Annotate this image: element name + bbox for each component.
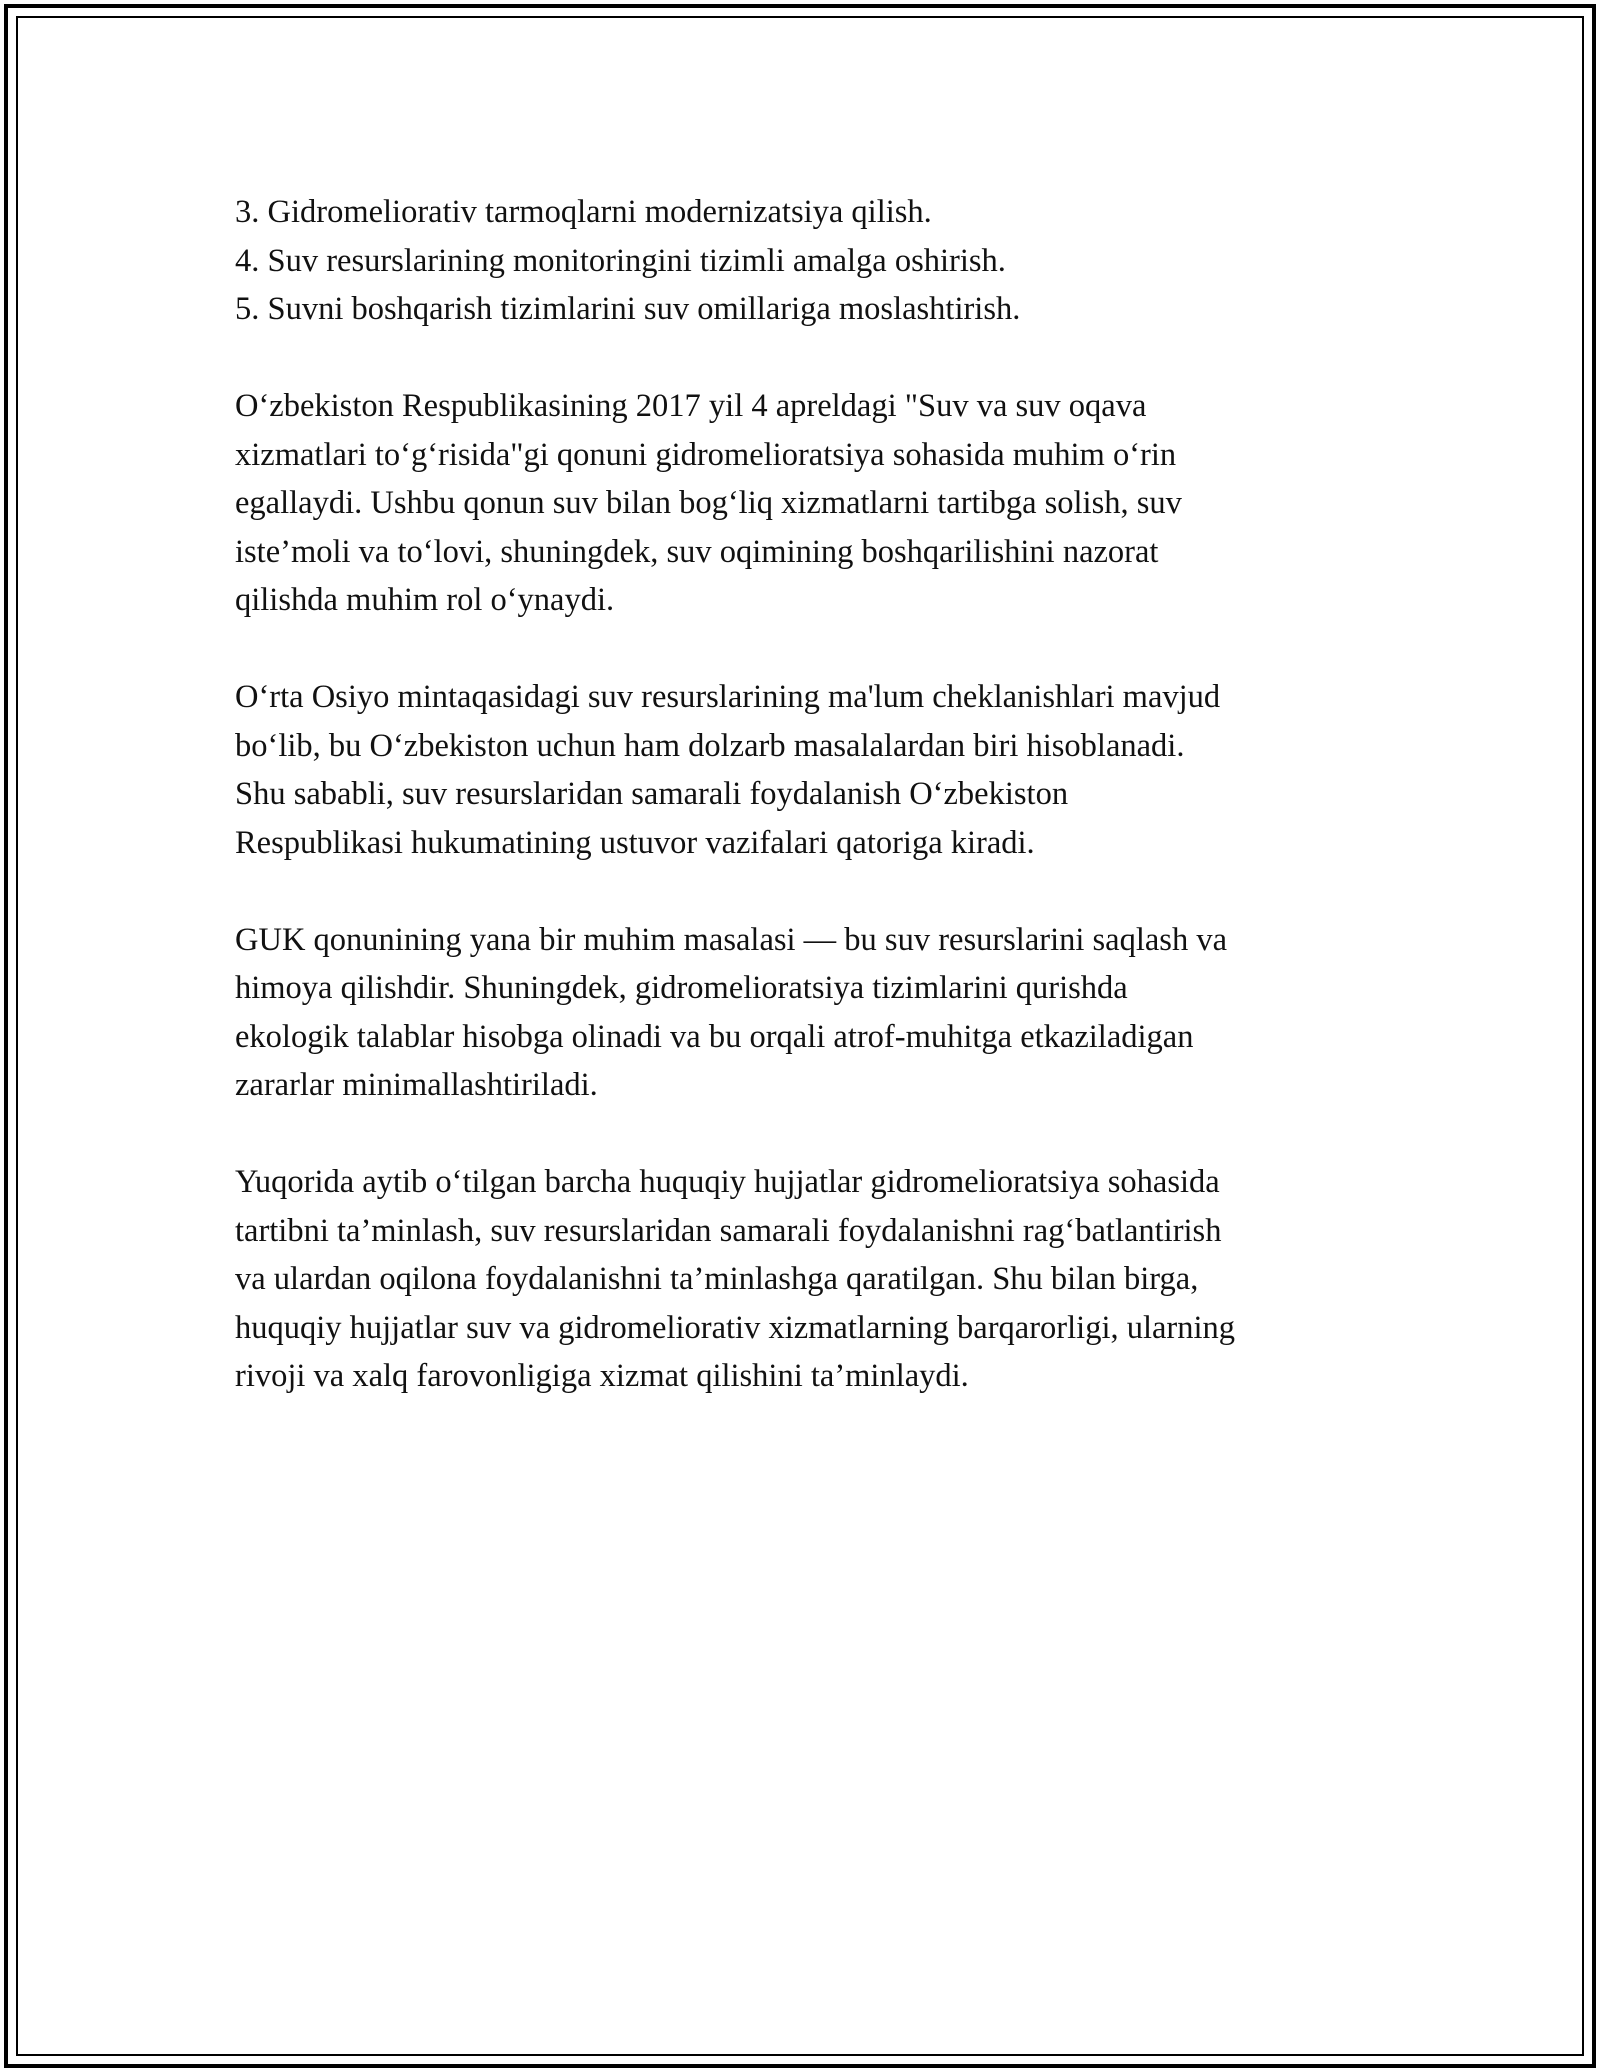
paragraph-line: iste’moli va toʻlovi, shuningdek, suv oqimining boshqarilishini nazorat bbox=[235, 533, 1159, 570]
numbered-list bbox=[235, 188, 1395, 334]
paragraph-central-asia bbox=[235, 673, 1395, 867]
paragraph-line: GUK qonunining yana bir muhim masalasi — bu suv resurslarini saqlash va bbox=[235, 921, 1227, 958]
paragraph-line: va ulardan oqilona foydalanishni ta’minlashga qaratilgan. Shu bilan birga, bbox=[235, 1261, 1199, 1297]
paragraph-line: Yuqorida aytib oʻtilgan barcha huquqiy hujjatlar gidromelioratsiya sohasida bbox=[235, 1164, 1220, 1200]
document-body bbox=[235, 188, 1395, 1401]
paragraph-line: qilishda muhim rol oʻynaydi. bbox=[235, 582, 615, 618]
list-item: 4. Suv resurslarining monitoringini tizimli amalga oshirish. bbox=[235, 242, 1006, 279]
paragraph-line: egallaydi. Ushbu qonun suv bilan bogʻliq xizmatlarni tartibga solish, suv bbox=[235, 485, 1182, 521]
paragraph-line: Shu sababli, suv resurslaridan samarali foydalanish Oʻzbekiston bbox=[235, 776, 1069, 812]
paragraph-line: Oʻrta Osiyo mintaqasidagi suv resurslarining ma'lum cheklanishlari mavjud bbox=[235, 679, 1221, 715]
paragraph-line: himoya qilishdir. Shuningdek, gidromelioratsiya tizimlarini qurishda bbox=[235, 970, 1128, 1006]
list-item: 3. Gidromeliorativ tarmoqlarni modernizatsiya qilish. bbox=[235, 194, 932, 230]
paragraph-line: Respublikasi hukumatining ustuvor vazifalari qatoriga kiradi. bbox=[235, 824, 1035, 861]
paragraph-conclusion bbox=[235, 1158, 1395, 1401]
paragraph-line: boʻlib, bu Oʻzbekiston uchun ham dolzarb masalalardan biri hisoblanadi. bbox=[235, 727, 1185, 764]
paragraph-line: zararlar minimallashtiriladi. bbox=[235, 1067, 598, 1103]
list-item: 5. Suvni boshqarish tizimlarini suv omillariga moslashtirish. bbox=[235, 291, 1021, 327]
paragraph-line: xizmatlari toʻgʻrisida"gi qonuni gidromelioratsiya sohasida muhim oʻrin bbox=[235, 436, 1177, 473]
paragraph-line: ekologik talablar hisobga olinadi va bu orqali atrof-muhitga etkaziladigan bbox=[235, 1018, 1194, 1055]
paragraph-water-law bbox=[235, 382, 1395, 625]
paragraph-guk-law bbox=[235, 916, 1395, 1110]
paragraph-line: tartibni ta’minlash, suv resurslaridan samarali foydalanishni ragʻbatlantirish bbox=[235, 1212, 1222, 1249]
paragraph-line: huquqiy hujjatlar suv va gidromeliorativ xizmatlarning barqarorligi, ularning bbox=[235, 1309, 1236, 1346]
paragraph-line: Oʻzbekiston Respublikasining 2017 yil 4 apreldagi "Suv va suv oqava bbox=[235, 388, 1147, 424]
paragraph-line: rivoji va xalq farovonligiga xizmat qilishini ta’minlaydi. bbox=[235, 1358, 969, 1394]
